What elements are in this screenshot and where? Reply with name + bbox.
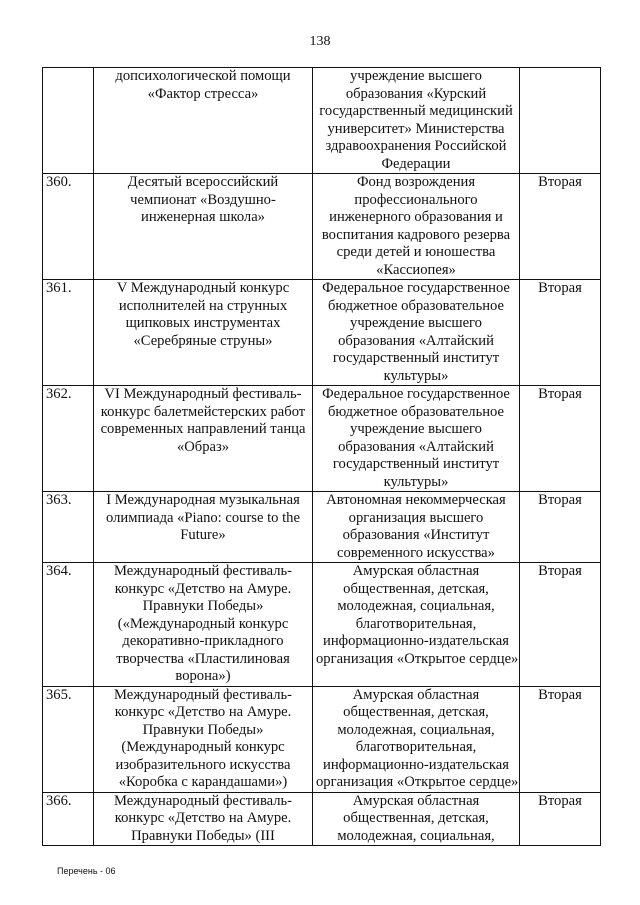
event-name-line: (Международный конкурс [121, 739, 285, 755]
organizer-line: Федерации [381, 155, 451, 172]
organizer-line: организация «Открытое сердце» [316, 774, 519, 790]
organizer-line: воспитания кадрового резерва [321, 226, 511, 243]
organizer-line: общественная, детская, [343, 580, 489, 597]
page-number: 138 [309, 34, 331, 49]
organizer-line: государственный медицинский [319, 103, 513, 119]
level-cell [520, 68, 601, 174]
event-name-line: изобразительного искусства [115, 756, 291, 773]
organizer-line: информационно-издательская [323, 756, 509, 773]
event-name-line: ворона») [175, 668, 231, 684]
organizer-line: среди детей и юношества [336, 244, 496, 260]
event-name-line: Десятый всероссийский [127, 174, 279, 190]
event-name-line: Международный фестиваль- [113, 686, 293, 703]
organizer-cell [313, 386, 520, 492]
organizer-line: образования «Институт [342, 527, 490, 543]
table-row [43, 280, 601, 386]
organizer-line: общественная, детская, [343, 704, 489, 720]
level-cell: Вторая [520, 174, 601, 280]
event-name-line: чемпионат «Воздушно- [130, 191, 276, 208]
organizer-line: организация высшего [348, 509, 484, 526]
row-number: 360. [43, 174, 94, 280]
organizer-line: Амурская областная [352, 792, 480, 809]
event-name-line: творчества «Пластилиновая [116, 650, 290, 667]
organizer-line: учреждение высшего [350, 421, 482, 437]
event-name-line: VI Международный фестиваль- [104, 386, 302, 402]
level-cell: Вторая [520, 563, 601, 687]
level-cell: Вторая [520, 792, 601, 846]
organizer-line: общественная, детская, [343, 810, 489, 826]
row-number: 361. [43, 280, 94, 386]
level-cell: Вторая [520, 386, 601, 492]
table-row [43, 563, 601, 687]
event-name-line: исполнителей на струнных [118, 297, 288, 314]
event-name-cell [94, 280, 313, 386]
event-name-line: конкурс балетмейстерских работ [100, 403, 306, 420]
level-cell: Вторая [520, 686, 601, 792]
event-name-cell [94, 792, 313, 846]
event-name-line: конкурс «Детство на Амуре. [114, 704, 292, 720]
event-name-line: «Коробка с карандашами») [118, 774, 288, 790]
organizer-cell [313, 792, 520, 846]
table-row [43, 492, 601, 563]
organizer-line: молодежная, социальная, [337, 598, 495, 614]
row-number: 366. [43, 792, 94, 846]
level-cell: Вторая [520, 280, 601, 386]
organizer-line: здравоохранения Российской [325, 138, 507, 154]
table-row [43, 792, 601, 846]
event-name-line: инженерная школа» [141, 209, 265, 225]
event-name-line: конкурс «Детство на Амуре. [114, 580, 292, 597]
event-name-line: современных направлений танца [100, 421, 306, 437]
event-name-cell [94, 174, 313, 280]
event-name-cell [94, 686, 313, 792]
organizer-line: образования «Алтайский [338, 438, 494, 455]
organizer-line: информационно-издательская [323, 633, 509, 649]
event-name-line: Правнуки Победы» [142, 598, 264, 614]
organizer-line: «Кассиопея» [376, 261, 456, 278]
event-name-cell [94, 386, 313, 492]
organizer-line: Амурская областная [352, 563, 480, 579]
event-name-line: декоративно-прикладного [122, 633, 284, 649]
organizer-line: университет» Министерства [327, 120, 505, 137]
organizer-line: инженерного образования и [329, 209, 503, 225]
organizer-line: современного искусства» [337, 544, 495, 561]
event-name-line: олимпиада «Piano: course to the [106, 509, 300, 526]
organizer-line: благотворительная, [355, 615, 477, 632]
organizer-line: организация «Открытое сердце» [316, 650, 519, 667]
event-name-line: «Образ» [176, 438, 230, 455]
event-name-line: Правнуки Победы» [142, 721, 264, 738]
event-name-line: «Фактор стресса» [147, 85, 259, 102]
organizer-line: государственный институт [332, 456, 500, 472]
organizer-line: бюджетное образовательное [328, 297, 504, 314]
organizer-line: государственный институт [332, 350, 500, 366]
event-name-line: щипковых инструментах [125, 315, 281, 331]
organizer-cell [313, 174, 520, 280]
organizer-line: благотворительная, [355, 739, 477, 755]
event-name-cell [94, 563, 313, 687]
row-number: 363. [43, 492, 94, 563]
table-row [43, 174, 601, 280]
organizer-cell [313, 280, 520, 386]
organizer-line: культуры» [383, 473, 449, 490]
event-name-line: «Серебряные струны» [133, 332, 273, 349]
event-name-line: Международный фестиваль- [113, 563, 293, 579]
event-name-line: Future» [180, 527, 226, 543]
event-name-line: Международный фестиваль- [113, 792, 293, 809]
organizer-line: молодежная, социальная, [337, 721, 495, 738]
row-number: 365. [43, 686, 94, 792]
level-cell: Вторая [520, 492, 601, 563]
event-name-cell [94, 68, 313, 174]
organizer-line: учреждение высшего [350, 68, 482, 84]
event-name-cell [94, 492, 313, 563]
organizer-cell [313, 492, 520, 563]
row-number: 364. [43, 563, 94, 687]
organizer-line: культуры» [383, 367, 449, 384]
table-row [43, 686, 601, 792]
organizer-line: Фонд возрождения [356, 174, 476, 190]
organizer-cell [313, 686, 520, 792]
organizer-line: Федеральное государственное [322, 386, 510, 402]
organizer-cell [313, 563, 520, 687]
event-name-line: конкурс «Детство на Амуре. [114, 810, 292, 826]
organizer-line: Амурская областная [352, 686, 480, 703]
row-number [43, 68, 94, 174]
event-name-line: I Международная музыкальная [106, 492, 300, 508]
organizer-cell [313, 68, 520, 174]
event-name-line: V Международный конкурс [116, 280, 290, 296]
organizer-line: бюджетное образовательное [328, 403, 504, 420]
organizer-line: молодежная, социальная, [337, 827, 495, 844]
event-name-line: Правнуки Победы» (III [131, 827, 275, 844]
organizer-line: образования «Алтайский [338, 332, 494, 349]
events-table [42, 67, 601, 846]
footer-label: Перечень - 06 [57, 866, 116, 876]
event-name-line: («Международный конкурс [117, 615, 289, 632]
organizer-line: образования «Курский [345, 85, 487, 102]
organizer-line: учреждение высшего [350, 315, 482, 331]
row-number: 362. [43, 386, 94, 492]
organizer-line: профессионального [354, 191, 478, 208]
table-row [43, 68, 601, 174]
event-name-line: допсихологической помощи [115, 68, 291, 84]
table-row [43, 386, 601, 492]
organizer-line: Федеральное государственное [322, 280, 510, 296]
organizer-line: Автономная некоммерческая [326, 492, 506, 508]
